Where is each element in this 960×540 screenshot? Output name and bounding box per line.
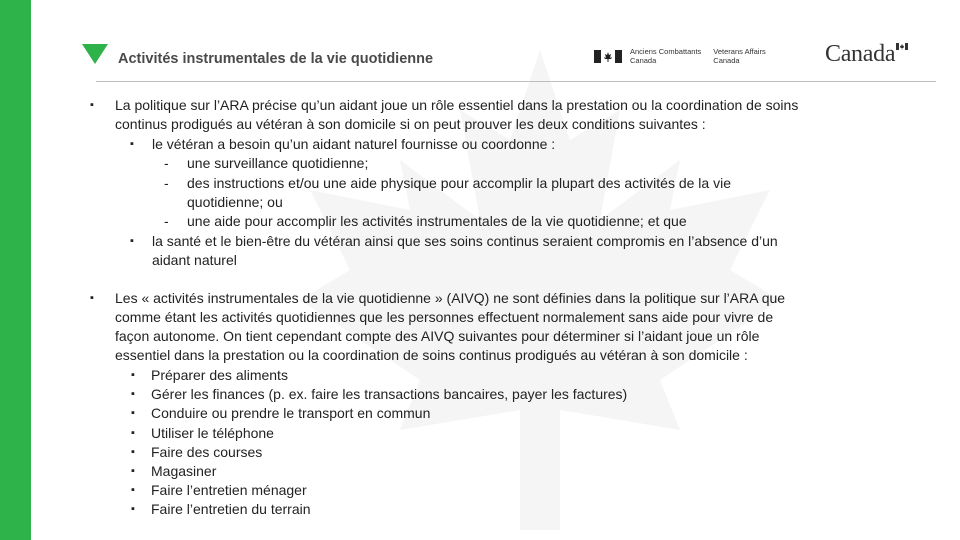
bullet-icon: ▪ (130, 138, 134, 150)
dash-item: quotidienne; ou (187, 194, 283, 210)
dash-marker: - (164, 213, 169, 229)
section1-line: continus prodigués au vétéran à son domicile si on peut prouver les deux conditions suivantes : (115, 116, 706, 132)
dash-item: une aide pour accomplir les activités instrumentales de la vie quotidienne; et que (187, 213, 687, 229)
bullet-icon: ▪ (131, 446, 135, 458)
bullet-icon: ▪ (131, 465, 135, 477)
aivq-item: Faire l’entretien ménager (151, 482, 307, 498)
bullet-icon: ▪ (131, 427, 135, 439)
section1-line: La politique sur l’ARA précise qu’un aidant joue un rôle essentiel dans la prestation ou la coordination de soins (115, 97, 799, 113)
bullet-icon: ▪ (130, 235, 134, 247)
canada-wordmark: Canada (825, 41, 896, 67)
dash-marker: - (164, 175, 169, 191)
condition-1: le vétéran a besoin qu’un aidant naturel fournisse ou coordonne : (152, 136, 556, 152)
bullet-icon: ▪ (131, 388, 135, 400)
dash-marker: - (164, 155, 169, 171)
bullet-icon: ▪ (131, 407, 135, 419)
bullet-icon: ▪ (90, 292, 94, 304)
aivq-item: Gérer les finances (p. ex. faire les transactions bancaires, payer les factures) (151, 386, 628, 402)
bullet-icon: ▪ (90, 99, 94, 111)
bullet-icon: ▪ (131, 369, 135, 381)
aivq-item: Conduire ou prendre le transport en commun (151, 405, 431, 421)
bullet-icon: ▪ (131, 484, 135, 496)
dash-item: des instructions et/ou une aide physique pour accomplir la plupart des activités de la vie (187, 175, 731, 191)
condition-2: aidant naturel (152, 252, 237, 268)
vac-name-en: Veterans Affairs Canada (713, 47, 766, 65)
vac-name-fr: Anciens Combattants Canada (630, 47, 702, 65)
aivq-item: Utiliser le téléphone (151, 425, 274, 441)
dash-item: une surveillance quotidienne; (187, 155, 369, 171)
condition-2: la santé et le bien-être du vétéran ainsi que ses soins continus seraient compromis en l’absence d’un (152, 233, 778, 249)
aivq-item: Faire l’entretien du terrain (151, 501, 311, 517)
section2-line: façon autonome. On tient cependant compte des AIVQ suivantes pour déterminer si l’aidant joue un rôle (115, 328, 760, 344)
section2-line: Les « activités instrumentales de la vie quotidienne » (AIVQ) ne sont définies dans la politique sur l’ARA que (115, 290, 786, 306)
aivq-item: Faire des courses (151, 444, 263, 460)
section2-line: essentiel dans la prestation ou la coordination de soins continus prodigués au vétéran à son domicile : (115, 347, 748, 363)
aivq-item: Préparer des aliments (151, 367, 288, 383)
section2-line: comme étant les activités quotidiennes que les personnes effectuent normalement sans aide pour vivre de (115, 309, 774, 325)
aivq-item: Magasiner (151, 463, 217, 479)
bullet-icon: ▪ (131, 503, 135, 515)
slide-title: Activités instrumentales de la vie quotidienne (118, 51, 434, 67)
